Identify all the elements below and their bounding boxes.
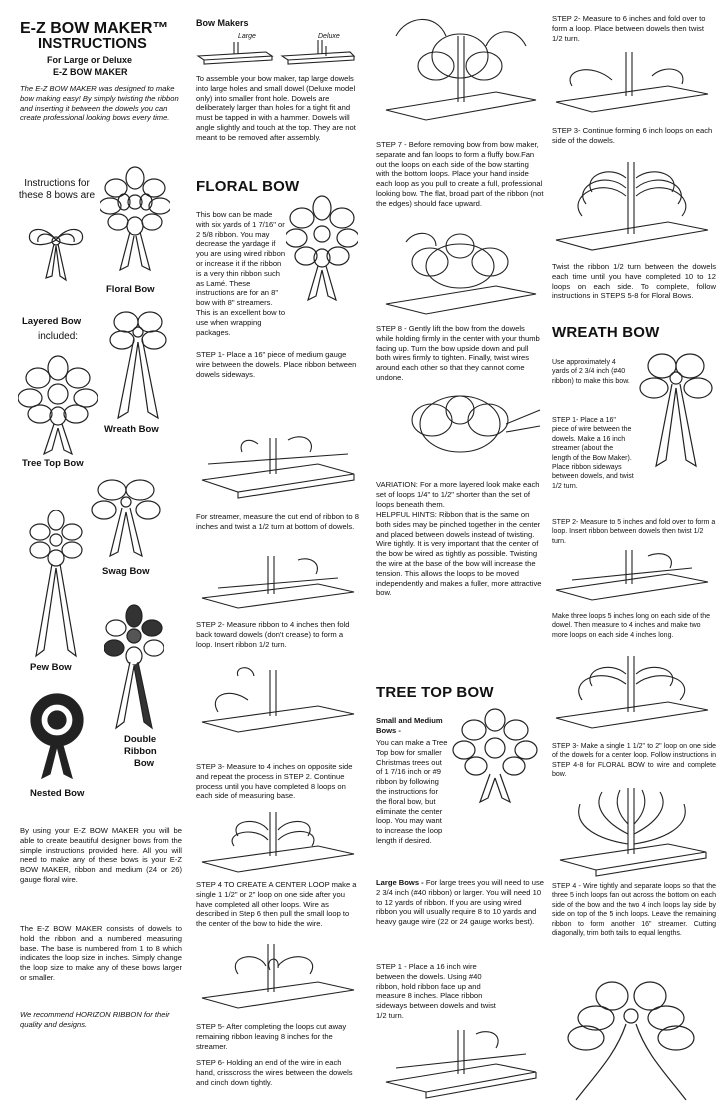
floral-step-1: STEP 1- Place a 16" piece of medium gauge wire between the dowels. Place ribbon between dowels sideways. (196, 350, 357, 379)
wreath-step-3-illustration (552, 784, 712, 880)
floral-step-3: STEP 3- Measure to 4 inches on opposite side and repeat the process in STEP 2. Continue process until you have completed 8 loops on each side of measuring base. (196, 762, 353, 801)
wreath-three-loops: Make three loops 5 inches long on each side of the dowel. Then measure to 4 inches and make two more loops on each side 4 inches long. (552, 613, 710, 639)
pew-bow-label: Pew Bow (30, 662, 72, 673)
double-ribbon-bow-illustration (104, 604, 164, 732)
tt-step-2: STEP 2- Measure to 6 inches and fold over to form a loop. Place between dowels then twist 1/2 turn. (552, 14, 706, 43)
wreath-finished-illustration (556, 974, 706, 1106)
column-3 (372, 0, 550, 1112)
tree-top-bow-label: Tree Top Bow (22, 458, 84, 469)
wreath-intro: Use approximately 4 yards of 2 3/4 inch (#40 ribbon) to make this bow. (552, 359, 630, 385)
included-label: included: (38, 331, 79, 342)
large-bows-paragraph (376, 878, 544, 927)
floral-bow-label: Floral Bow (106, 284, 155, 295)
wreath-bow-label: Wreath Bow (104, 424, 159, 435)
column-4 (550, 0, 720, 1112)
floral-bow-illustration (100, 166, 170, 276)
step-7b-illustration (376, 222, 544, 322)
wreath-step-4: STEP 4 - Wire tightly and separate loops so that the three 5 inch loops fan out across the bottom on each side of the bow and the two 4 inch loops lay side by side on top of the 5 inch loops. Leave the remaining ribbon to form another 16" streamer. Cutting diagonally, trim both tails to equal lengths. (552, 883, 716, 938)
tt-twist-text: Twist the ribbon 1/2 turn between the dowels each time until you have completed 10 to 12 loops on each side. To complete, follow instructions in STEPS 5-8 for Floral Bows. (552, 262, 716, 301)
wreath-step-3: STEP 3- Make a single 1 1/2" to 2" loop on one side of the dowels for a center loop. Follow instructions in STEP 4-8 for FLORAL BOW to wire and complete bow. (552, 743, 716, 779)
floral-step-4: STEP 4 TO CREATE A CENTER LOOP make a single 1 1/2" or 2" loop on one side after you have completed all other loops. Wire as described in Step 6 then pull the small loop to the center of the bow to hide the wire. (196, 880, 357, 929)
wreath-bow-heading: WREATH BOW (552, 324, 660, 341)
deluxe-label: Deluxe (318, 33, 340, 40)
tt-step-3-illustration (552, 156, 712, 256)
step-3-illustration (198, 806, 358, 880)
wreath-step-1: STEP 1- Place a 16" piece of wire between the dowels. Make a 16 inch streamer (about the length of the Bow Maker). Place ribbon sideways between dowels, and twist 1/2 turn. (552, 417, 634, 490)
bow-makers-illustration (196, 38, 356, 68)
floral-intro-text: This bow can be made with six yards of 1 7/16" or 2 5/8 ribbon. You may decrease the yardage if you are using wired ribbon or increase it if the ribbon is a very thin ribbon such as Lamé. These instructions are for an 8" bow with 8" streamers. This is an excellent bow to use when wrapping packages. (196, 210, 286, 337)
step-4-illustration (198, 940, 358, 1018)
floral-step-2: STEP 2- Measure ribbon to 4 inches then fold back toward dowels (don't crease) to form a loop. Insert ribbon 1/2 turn. (196, 620, 350, 649)
tree-top-step-1-illustration (376, 1024, 544, 1102)
pew-bow-illustration (28, 510, 84, 660)
tt-step-2-illustration (552, 46, 712, 120)
tree-top-bow-illustration (18, 354, 98, 456)
step-8-illustration (376, 380, 544, 470)
swag-bow-label: Swag Bow (102, 566, 150, 577)
col1-paragraph-3: We recommend HORIZON RIBBON for their quality and designs. (20, 1010, 170, 1029)
wreath-step-2-illustration (552, 546, 712, 606)
variation-text: VARIATION: For a more layered look make each set of loops 1/4" to 1/2" shorter than the set of loops beneath them. (376, 480, 540, 509)
step-7-illustration (376, 6, 544, 136)
bow-makers-heading: Bow Makers (196, 18, 249, 28)
col1-paragraph-2: The E-Z BOW MAKER consists of dowels to hold the ribbon and a numbered measuring base. The base is numbered from 1 to 8 which indicates the loop size in inches. Simply change the loop size to make any of these bows larger or smaller. (20, 924, 182, 982)
step-7-text: STEP 7 - Before removing bow from bow maker, separate and fan loops to form a fluffy bow.Fan out the loops on each side of the bow starting with the bottom loops. Place your hand inside each loop as you pull to create a full, professional looking bow. The flat, broad part of the ribbon (not the edges) should face upward. (376, 140, 544, 208)
tt-step-3: STEP 3- Continue forming 6 inch loops on each side of the dowels. (552, 126, 713, 145)
tree-top-bow-heading: TREE TOP BOW (376, 684, 494, 701)
small-medium-text: You can make a Tree Top bow for smaller Christmas trees out of 1 7/16 inch or #9 ribbon by following the instructions for the floral bow, but eliminate the center loop. You may want to increase the loop length if desired. (376, 738, 448, 845)
wreath-step-2: STEP 2- Measure to 5 inches and fold over to form a loop. Insert ribbon between dowels then twist 1/2 turn. (552, 519, 716, 545)
layered-bow-label: Layered Bow (22, 316, 82, 327)
bow-illustration-small (22, 218, 90, 288)
intro-text: The E-Z BOW MAKER was designed to make bow making easy! By simply twisting the ribbon and inserting it between the dowels you can create professional looking bows every time. (20, 84, 179, 123)
tree-top-step-1: STEP 1 - Place a 16 inch wire between the dowels. Using #40 ribbon, hold ribbon face up and measure 8 inches. Place ribbon sideways between dowels and twist 1/2 turn. (376, 962, 496, 1020)
page-subtitle: INSTRUCTIONS (38, 36, 147, 52)
step-8-text: STEP 8 - Gently lift the bow from the dowels while holding firmly in the center with your thumb facing up. Turn the bow upside down and pull both wires firmly to tighten. Finally, twist wires around each other so that they cannot come undone. (376, 324, 540, 382)
small-medium-label: Small and Medium Bows - (376, 716, 443, 735)
step-2-illustration (198, 656, 358, 746)
col1-paragraph-1: By using your E-Z BOW MAKER you will be able to create beautiful designer bows from the simple instructions provided here. All you will need to make any of these bows is your E-Z BOW MAKER, ribbon and medium (24 or 26) gauge floral wire. (20, 826, 182, 884)
double-ribbon-label-2: Ribbon (124, 746, 157, 757)
double-ribbon-label-3: Bow (134, 758, 155, 769)
streamer-illustration (198, 548, 358, 618)
column-1 (0, 0, 190, 1112)
nested-bow-illustration (28, 690, 86, 780)
instructions-for-label: Instructions for these 8 bows are (18, 178, 96, 201)
streamer-text: For streamer, measure the cut end of ribbon to 8 inches and twist a 1/2 turn at bottom of dowels. (196, 512, 359, 531)
large-label: Large (238, 33, 256, 40)
large-bows-text: For large trees you will need to use 2 3/4 inch (#40 ribbon) or larger. You will need 10 to 12 yards of ribbon. If you are using wired ribbon you will usually require 8 to 10 yards and heavy gauge wire (22 or 24 gauge works best). (376, 878, 544, 927)
nested-bow-label: Nested Bow (30, 788, 85, 799)
double-ribbon-label-1: Double (124, 734, 157, 745)
size-line-2: E-Z BOW MAKER (53, 67, 128, 77)
tree-top-bow-step-illustration (452, 708, 538, 804)
floral-bow-step-illustration (286, 194, 358, 304)
floral-bow-heading: FLORAL BOW (196, 178, 300, 195)
assemble-text: To assemble your bow maker, tap large dowels into large holes and small dowel (Deluxe model only) into smaller front hole. Dowels are deliberately larger than holes for a tight fit and must be tapped in with a hammer. Dowels will angle slightly and touch at the top. They are not meant to be removed after assembly. (196, 74, 356, 142)
wreath-loops-illustration (552, 650, 712, 734)
column-2 (192, 0, 372, 1112)
large-bows-label: Large Bows - (376, 878, 424, 887)
floral-step-6: STEP 6- Holding an end of the wire in each hand, crisscross the wires between the dowels and cinch down tightly. (196, 1058, 353, 1087)
helpful-hints-text: HELPFUL HINTS: Ribbon that is the same on both sides may be pinched together in the center and placed between dowels instead of twisting. Wire tightly. It is very important that the center of the bow be wired as tightly as possible. Twisting the wire at the base of the bow will increase the tension. This allows the loops to be moved independently and makes a fuller, more attractive bow. (376, 510, 542, 598)
size-line-1: For Large or Deluxe (47, 55, 133, 65)
wreath-bow-step-illustration (636, 350, 716, 470)
wreath-bow-illustration (108, 308, 168, 423)
page-title: E-Z BOW MAKER™ (20, 20, 169, 37)
swag-bow-illustration (90, 476, 162, 560)
step-1-illustration (198, 424, 358, 500)
floral-step-5: STEP 5- After completing the loops cut away remaining ribbon leaving 8 inches for the streamer. (196, 1022, 347, 1051)
